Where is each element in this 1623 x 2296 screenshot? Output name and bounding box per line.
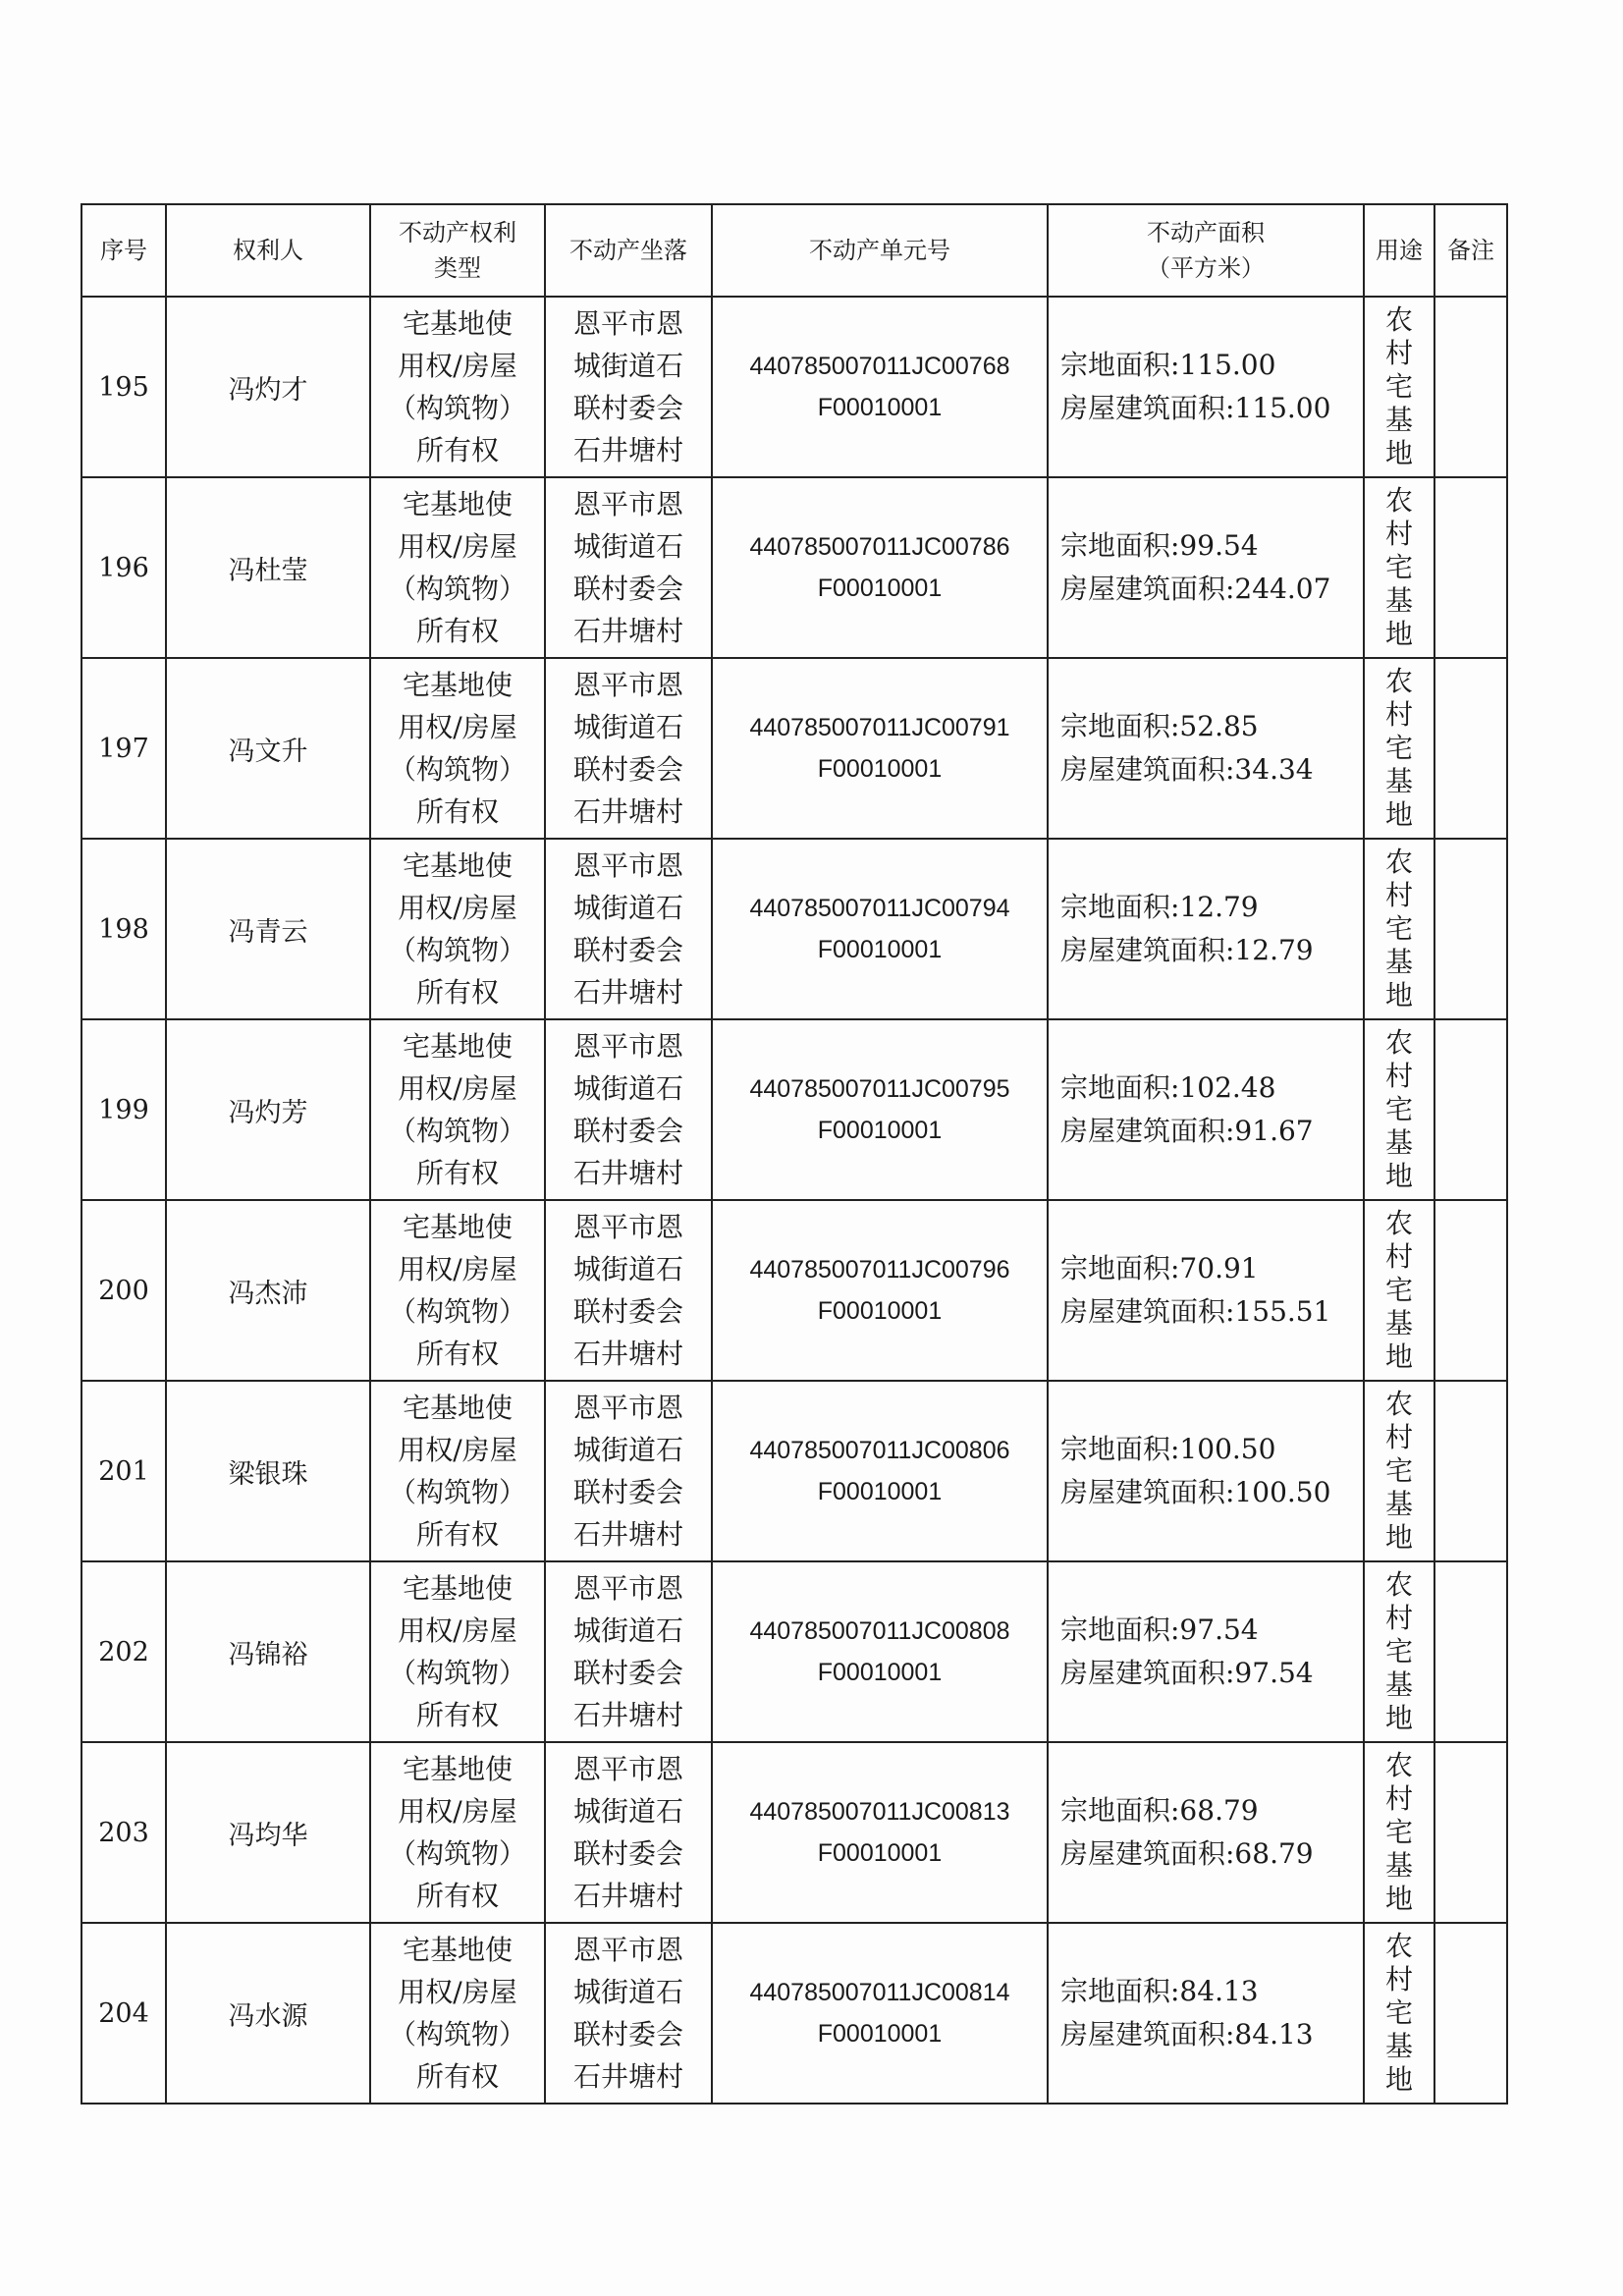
land-area: 宗地面积:97.54 — [1060, 1613, 1259, 1646]
table-row — [81, 1019, 1507, 1200]
row-location: 恩平市恩 城街道石 联村委会 石井塘村 — [545, 1923, 712, 2104]
row-location: 恩平市恩 城街道石 联村委会 石井塘村 — [545, 1019, 712, 1200]
table-row — [81, 1742, 1507, 1923]
header-unit-no: 不动产单元号 — [712, 204, 1048, 297]
land-area: 宗地面积:12.79 — [1060, 891, 1259, 923]
row-use: 农 村 宅 基 地 — [1364, 1200, 1434, 1381]
row-unit-no: 440785007011JC00768 F00010001 — [712, 297, 1048, 477]
row-seq: 201 — [81, 1381, 166, 1561]
header-remark: 备注 — [1434, 204, 1507, 297]
building-area: 房屋建筑面积:34.34 — [1060, 753, 1314, 786]
header-right-type: 不动产权利 类型 — [370, 204, 545, 297]
table-row — [81, 477, 1507, 658]
row-seq: 200 — [81, 1200, 166, 1381]
row-location: 恩平市恩 城街道石 联村委会 石井塘村 — [545, 839, 712, 1019]
row-use: 农 村 宅 基 地 — [1364, 658, 1434, 839]
land-area: 宗地面积:52.85 — [1060, 710, 1259, 742]
table-row — [81, 1381, 1507, 1561]
row-use: 农 村 宅 基 地 — [1364, 839, 1434, 1019]
table-row — [81, 1200, 1507, 1381]
row-area — [1048, 1381, 1364, 1561]
land-area: 宗地面积:68.79 — [1060, 1794, 1259, 1827]
building-area: 房屋建筑面积:12.79 — [1060, 934, 1314, 966]
header-area: 不动产面积 （平方米） — [1048, 204, 1364, 297]
row-owner: 冯锦裕 — [166, 1561, 370, 1742]
row-right-type: 宅基地使 用权/房屋 （构筑物） 所有权 — [370, 658, 545, 839]
row-right-type: 宅基地使 用权/房屋 （构筑物） 所有权 — [370, 1381, 545, 1561]
header-location: 不动产坐落 — [545, 204, 712, 297]
row-unit-no: 440785007011JC00796 F00010001 — [712, 1200, 1048, 1381]
row-area — [1048, 839, 1364, 1019]
header-seq: 序号 — [81, 204, 166, 297]
row-seq: 204 — [81, 1923, 166, 2104]
land-area: 宗地面积:102.48 — [1060, 1071, 1276, 1104]
row-use: 农 村 宅 基 地 — [1364, 477, 1434, 658]
row-owner: 冯文升 — [166, 658, 370, 839]
row-area — [1048, 1019, 1364, 1200]
header-use: 用途 — [1364, 204, 1434, 297]
row-use: 农 村 宅 基 地 — [1364, 297, 1434, 477]
row-unit-no: 440785007011JC00791 F00010001 — [712, 658, 1048, 839]
row-right-type: 宅基地使 用权/房屋 （构筑物） 所有权 — [370, 1200, 545, 1381]
row-right-type: 宅基地使 用权/房屋 （构筑物） 所有权 — [370, 297, 545, 477]
land-area: 宗地面积:115.00 — [1060, 349, 1276, 381]
row-owner: 冯水源 — [166, 1923, 370, 2104]
row-seq: 198 — [81, 839, 166, 1019]
row-area — [1048, 1923, 1364, 2104]
row-owner: 冯均华 — [166, 1742, 370, 1923]
building-area: 房屋建筑面积:97.54 — [1060, 1657, 1314, 1689]
row-seq: 195 — [81, 297, 166, 477]
row-location: 恩平市恩 城街道石 联村委会 石井塘村 — [545, 1561, 712, 1742]
row-unit-no: 440785007011JC00808 F00010001 — [712, 1561, 1048, 1742]
row-use: 农 村 宅 基 地 — [1364, 1381, 1434, 1561]
row-owner: 冯杜莹 — [166, 477, 370, 658]
table-row — [81, 1923, 1507, 2104]
header-owner: 权利人 — [166, 204, 370, 297]
row-right-type: 宅基地使 用权/房屋 （构筑物） 所有权 — [370, 477, 545, 658]
land-area: 宗地面积:100.50 — [1060, 1433, 1276, 1465]
row-remark — [1434, 658, 1507, 839]
land-area: 宗地面积:99.54 — [1060, 529, 1259, 562]
table-row — [81, 297, 1507, 477]
row-unit-no: 440785007011JC00813 F00010001 — [712, 1742, 1048, 1923]
row-unit-no: 440785007011JC00795 F00010001 — [712, 1019, 1048, 1200]
building-area: 房屋建筑面积:91.67 — [1060, 1115, 1314, 1147]
row-right-type: 宅基地使 用权/房屋 （构筑物） 所有权 — [370, 1742, 545, 1923]
row-owner: 梁银珠 — [166, 1381, 370, 1561]
row-area — [1048, 297, 1364, 477]
row-location: 恩平市恩 城街道石 联村委会 石井塘村 — [545, 1381, 712, 1561]
row-owner: 冯杰沛 — [166, 1200, 370, 1381]
building-area: 房屋建筑面积:100.50 — [1060, 1476, 1331, 1508]
building-area: 房屋建筑面积:68.79 — [1060, 1837, 1314, 1870]
table-row — [81, 1561, 1507, 1742]
row-owner: 冯灼芳 — [166, 1019, 370, 1200]
building-area: 房屋建筑面积:84.13 — [1060, 2018, 1314, 2050]
row-location: 恩平市恩 城街道石 联村委会 石井塘村 — [545, 477, 712, 658]
row-area — [1048, 1742, 1364, 1923]
row-owner: 冯灼才 — [166, 297, 370, 477]
row-location: 恩平市恩 城街道石 联村委会 石井塘村 — [545, 1200, 712, 1381]
table-row — [81, 839, 1507, 1019]
row-right-type: 宅基地使 用权/房屋 （构筑物） 所有权 — [370, 1923, 545, 2104]
row-location: 恩平市恩 城街道石 联村委会 石井塘村 — [545, 297, 712, 477]
row-owner: 冯青云 — [166, 839, 370, 1019]
row-remark — [1434, 297, 1507, 477]
row-remark — [1434, 1200, 1507, 1381]
row-remark — [1434, 839, 1507, 1019]
building-area: 房屋建筑面积:155.51 — [1060, 1295, 1331, 1328]
row-use: 农 村 宅 基 地 — [1364, 1742, 1434, 1923]
row-right-type: 宅基地使 用权/房屋 （构筑物） 所有权 — [370, 839, 545, 1019]
row-unit-no: 440785007011JC00786 F00010001 — [712, 477, 1048, 658]
row-unit-no: 440785007011JC00806 F00010001 — [712, 1381, 1048, 1561]
row-seq: 202 — [81, 1561, 166, 1742]
row-area — [1048, 477, 1364, 658]
row-remark — [1434, 1019, 1507, 1200]
row-use: 农 村 宅 基 地 — [1364, 1019, 1434, 1200]
row-right-type: 宅基地使 用权/房屋 （构筑物） 所有权 — [370, 1561, 545, 1742]
row-area — [1048, 1561, 1364, 1742]
row-area — [1048, 658, 1364, 839]
row-seq: 197 — [81, 658, 166, 839]
row-use: 农 村 宅 基 地 — [1364, 1561, 1434, 1742]
row-area — [1048, 1200, 1364, 1381]
row-remark — [1434, 1561, 1507, 1742]
row-unit-no: 440785007011JC00794 F00010001 — [712, 839, 1048, 1019]
row-remark — [1434, 477, 1507, 658]
row-remark — [1434, 1923, 1507, 2104]
table-header-row — [81, 204, 1507, 297]
table-row — [81, 658, 1507, 839]
row-right-type: 宅基地使 用权/房屋 （构筑物） 所有权 — [370, 1019, 545, 1200]
row-use: 农 村 宅 基 地 — [1364, 1923, 1434, 2104]
row-location: 恩平市恩 城街道石 联村委会 石井塘村 — [545, 1742, 712, 1923]
row-unit-no: 440785007011JC00814 F00010001 — [712, 1923, 1048, 2104]
land-area: 宗地面积:84.13 — [1060, 1975, 1259, 2007]
row-location: 恩平市恩 城街道石 联村委会 石井塘村 — [545, 658, 712, 839]
row-remark — [1434, 1381, 1507, 1561]
row-seq: 196 — [81, 477, 166, 658]
row-seq: 199 — [81, 1019, 166, 1200]
building-area: 房屋建筑面积:244.07 — [1060, 573, 1331, 605]
building-area: 房屋建筑面积:115.00 — [1060, 392, 1331, 424]
property-register-table — [81, 203, 1508, 2105]
land-area: 宗地面积:70.91 — [1060, 1252, 1259, 1285]
row-seq: 203 — [81, 1742, 166, 1923]
row-remark — [1434, 1742, 1507, 1923]
